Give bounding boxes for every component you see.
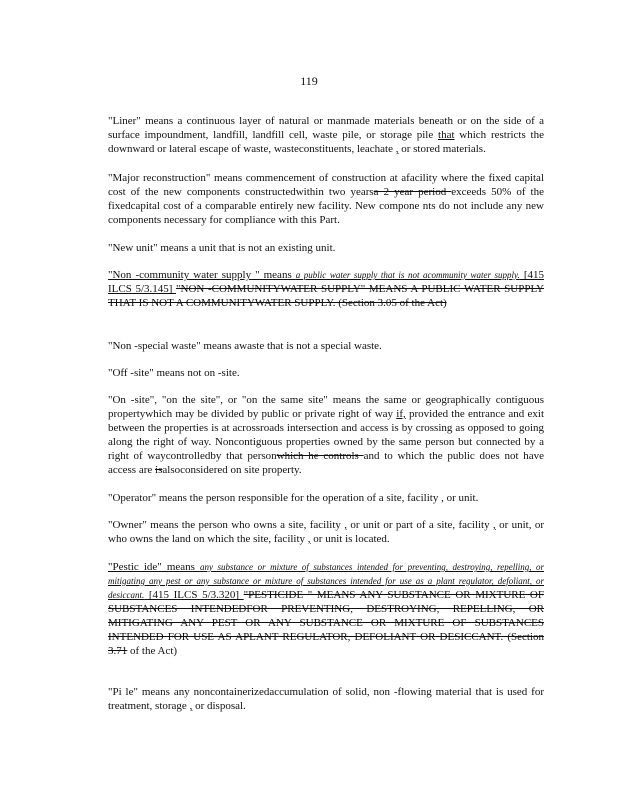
text-segment: "Non -community water supply " means bbox=[108, 269, 296, 281]
text-segment: a 2 year period bbox=[373, 186, 452, 198]
text-segment: or unit is located. bbox=[310, 533, 390, 545]
text-segment: which restricts the downward or lateral escape of waste, wasteconstituents, leachate bbox=[108, 129, 544, 155]
text-segment: "Liner" means a continuous layer of natural or manmade materials beneath or on the side of a surface impoundment, landfill, landfill cell, waste pile, or storage pile bbox=[108, 115, 544, 141]
text-segment: "New unit" means a unit that is not an existing unit. bbox=[108, 242, 336, 254]
definition-major-reconstruction bbox=[108, 171, 544, 227]
definition-pile bbox=[108, 685, 544, 713]
text-segment: and to which the public does not have access are bbox=[108, 450, 545, 476]
text-segment: provided the entrance and exit between the properties is at acrossroads intersection and access is by crossing as opposed to going along the right of way. Noncontiguous properties owned by the same person but connected by a right of waycontrolledby that person bbox=[108, 408, 544, 462]
text-segment: "Operator" means the person responsible for the operation of a site, facility , or unit. bbox=[108, 492, 479, 504]
definition-off-site bbox=[108, 366, 544, 380]
text-segment: or stored materials. bbox=[398, 143, 486, 155]
text-segment: or unit, or who owns the land on which the site, facility bbox=[108, 519, 544, 545]
text-segment: "Major reconstruction" means commencement of construction at afacility where the fixed capital cost of the new components constructedwithin two years bbox=[108, 172, 544, 198]
text-segment: or disposal. bbox=[192, 700, 246, 712]
text-segment: , bbox=[492, 519, 496, 531]
text-segment: , bbox=[395, 143, 399, 155]
text-segment: , bbox=[344, 519, 347, 531]
text-segment: "Off -site" means not on -site. bbox=[108, 367, 240, 379]
text-segment: [415 ILCS 5/3.145] bbox=[108, 269, 544, 295]
definition-owner bbox=[108, 518, 544, 546]
definition-non-special-waste bbox=[108, 339, 544, 353]
text-segment: "Pestic ide" means bbox=[108, 561, 200, 573]
text-segment: or unit or part of a site, facility bbox=[346, 519, 493, 531]
text-segment: "On -site", "on the site", or "on the same site" means the same or geographically contiguous propertywhich may be divided by public or private right of way bbox=[108, 394, 544, 420]
definition-operator bbox=[108, 491, 544, 505]
text-segment: exceeds 50% of the fixedcapital cost of a comparable entirely new facility. New compone nts do not include any new components necessary for compliance with this Part. bbox=[108, 186, 544, 226]
text-segment: of the Act) bbox=[127, 645, 178, 657]
definition-on-site bbox=[108, 393, 544, 477]
definition-non-community-water-supply bbox=[108, 268, 544, 310]
text-segment: a public water supply that is not acommunity water supply. bbox=[295, 270, 520, 280]
text-segment: , bbox=[307, 533, 311, 545]
text-segment: "Owner" means the person who owns a site, facility bbox=[108, 519, 345, 531]
definition-pesticide bbox=[108, 560, 544, 658]
text-segment: "PESTICIDE " MEANS ANY SUBSTANCE OR MIXTURE OF SUBSTANCES INTENDEDFOR PREVENTING, DESTROYING, REPELLING, OR MITIGATING ANY PEST OR ANY SUBSTANCE OR MIXTURE OF SUBSTANCES INTENDED FOR USE AS APLANT REGULATOR, DEFOLIANT OR DESICCANT. (Section 3.71 bbox=[108, 589, 544, 657]
text-segment: is bbox=[155, 464, 163, 476]
text-segment: that bbox=[438, 129, 455, 141]
text-segment: any substance or mixture of substances intended for preventing, destroying, repelling, or mitigating any pest or any substance or mixture of substances intended for use as a plant regulator, defoliant, or desiccant. bbox=[108, 562, 545, 600]
text-segment: , bbox=[189, 700, 193, 712]
text-segment: alsoconsidered on site property. bbox=[162, 464, 302, 476]
definition-liner bbox=[108, 114, 544, 156]
text-segment: [415 ILCS 5/3.320] bbox=[144, 589, 244, 601]
text-segment: "Pi le" means any noncontainerizedaccumulation of solid, non -flowing material that is used for treatment, storage bbox=[108, 686, 544, 712]
text-segment: "Non -special waste" means awaste that is not a special waste. bbox=[108, 340, 382, 352]
text-segment: which he controls bbox=[276, 450, 364, 462]
page-number: 119 bbox=[300, 74, 318, 88]
text-segment: "NON -COMMUNITYWATER SUPPLY" MEANS A PUBLIC WATER SUPPLY THAT IS NOT A COMMUNITYWATER SUPPLY. (Section 3.05 of the Act) bbox=[108, 283, 545, 309]
definition-new-unit bbox=[108, 241, 544, 255]
text-segment: if, bbox=[396, 408, 406, 420]
